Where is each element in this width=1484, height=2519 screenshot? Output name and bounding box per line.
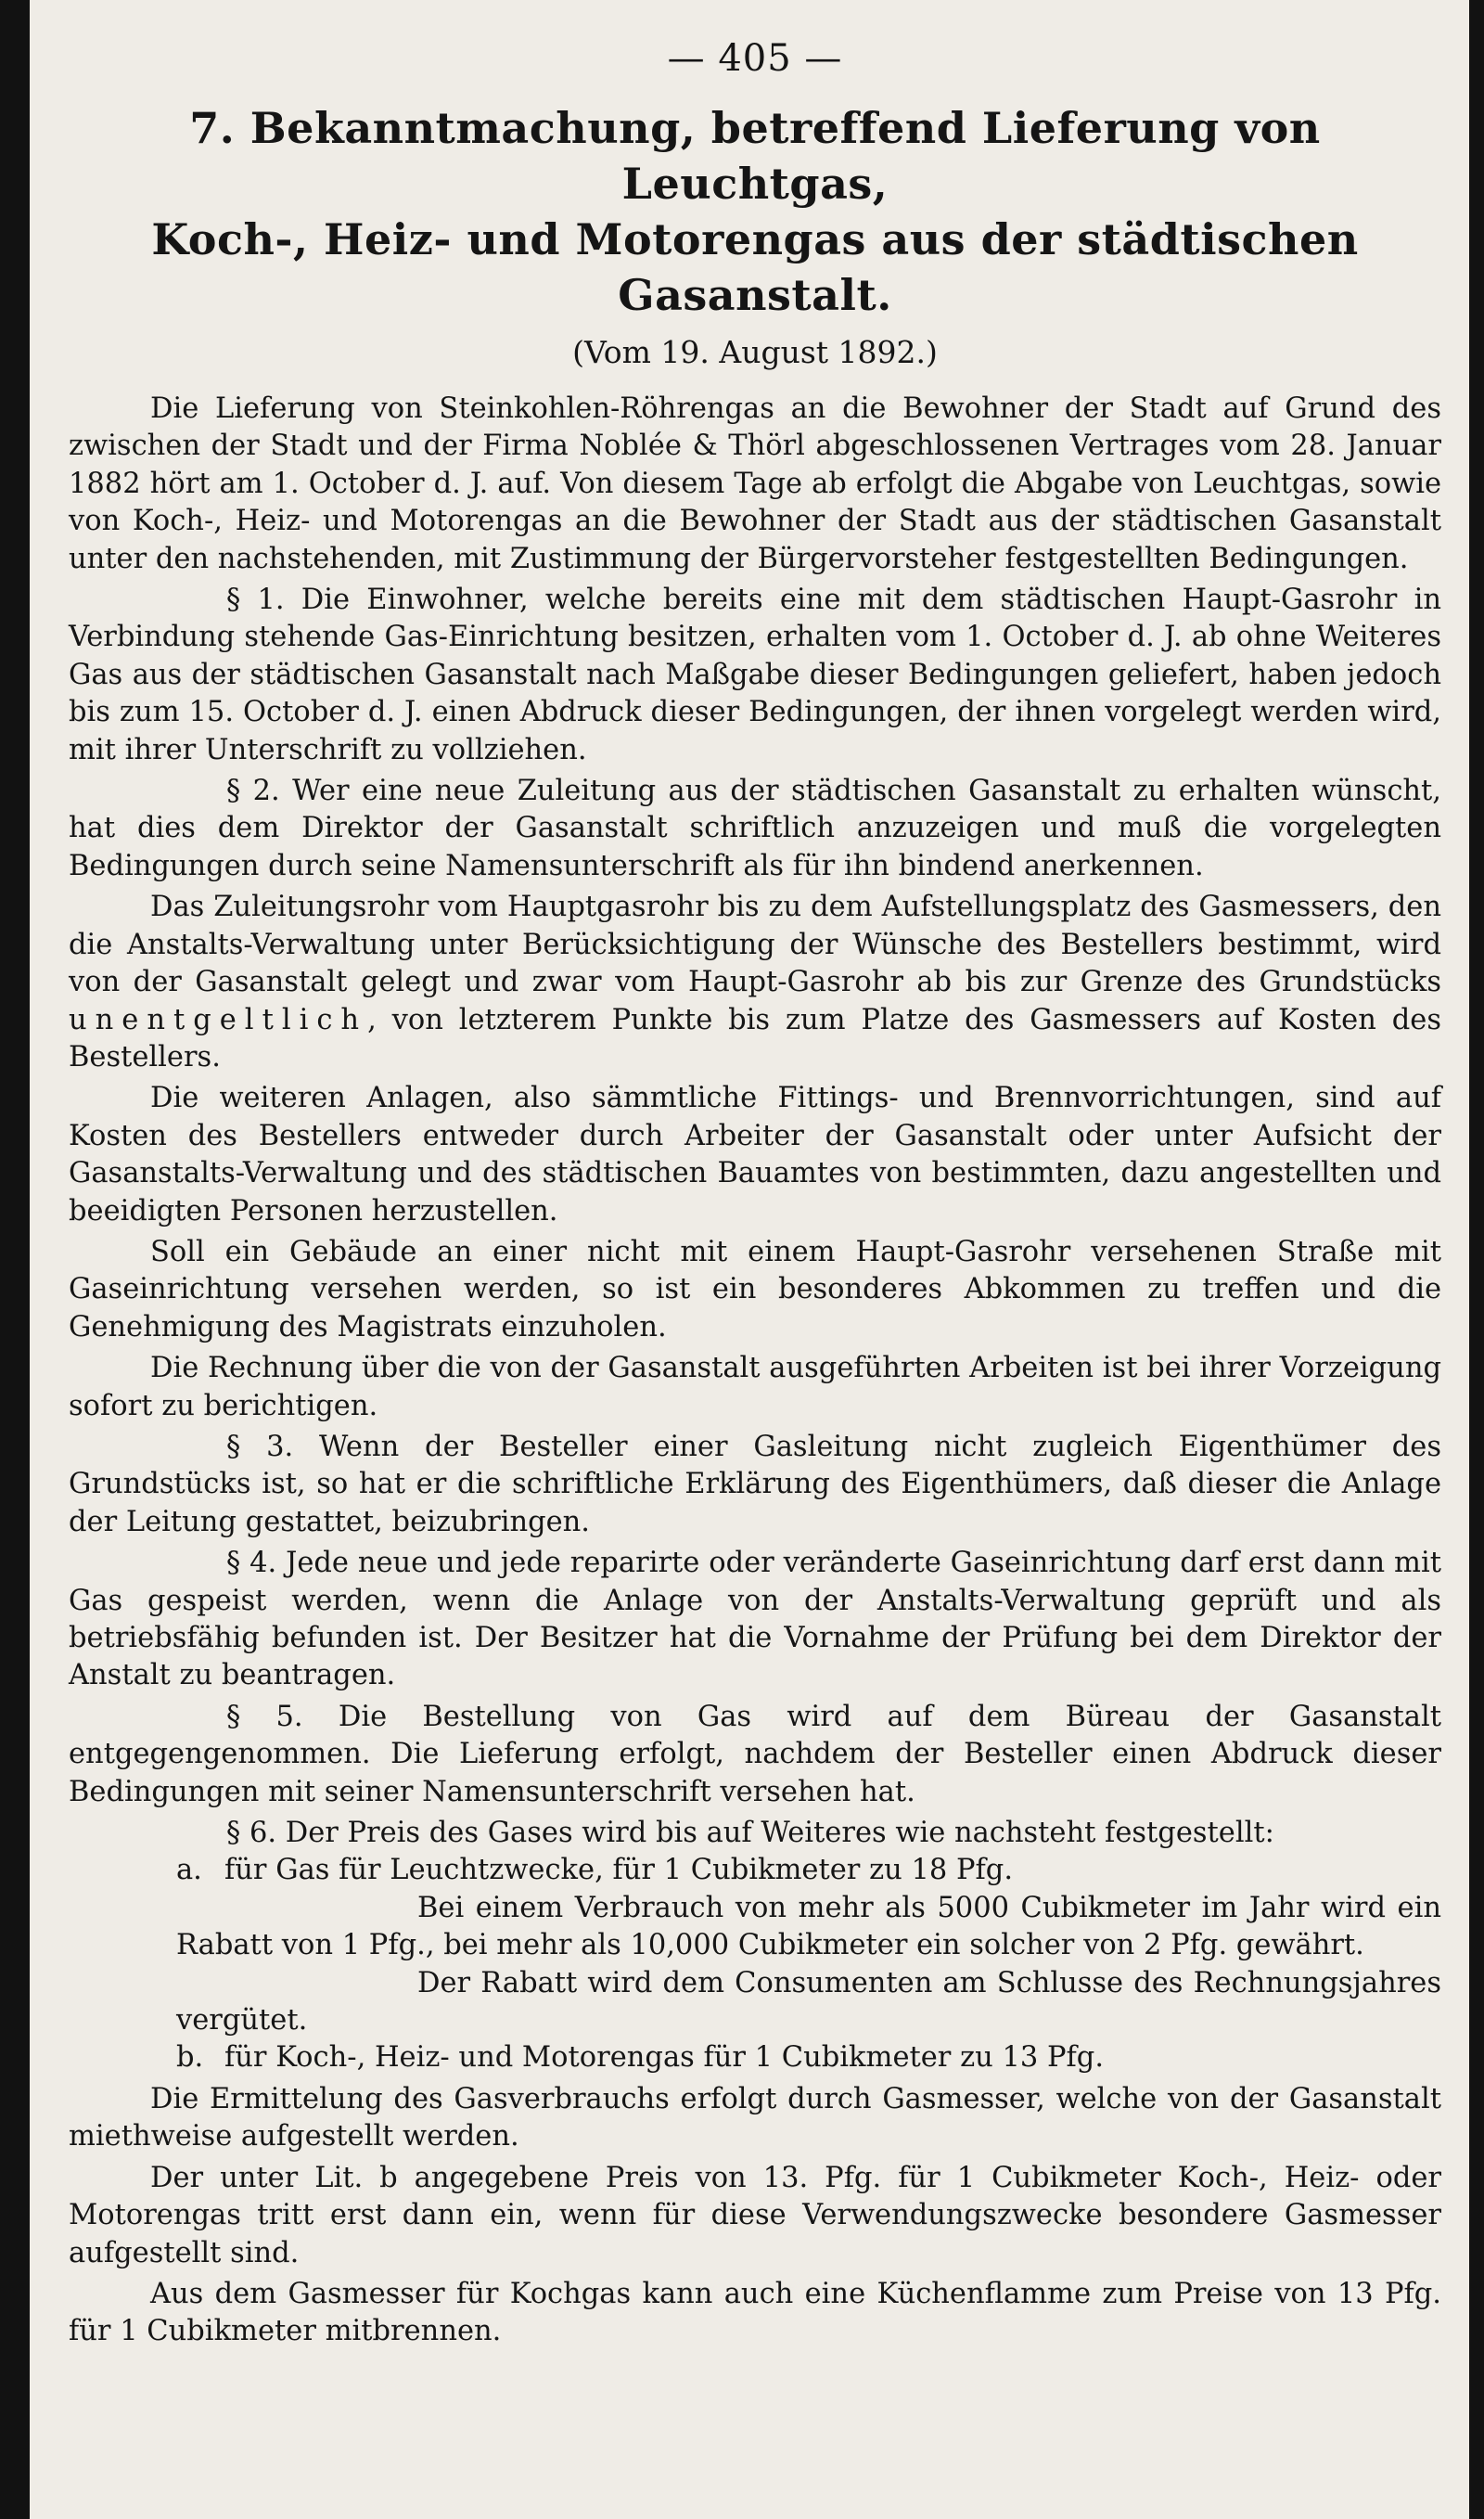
section-6-paragraph-2: Die Ermittelung des Gasverbrauchs erfolgt durch Gasmesser, welche von der Gasanstalt miethweise aufgestellt werden. <box>69 2082 1441 2153</box>
tariff-item-b-text: für Koch-, Heiz- und Motorengas für 1 Cubikmeter zu 13 Pfg. <box>224 2041 1105 2075</box>
tariff-item-a-text: für Gas für Leuchtzwecke, für 1 Cubikmeter zu 18 Pfg. <box>224 1854 1014 1887</box>
tariff-item-a <box>69 1852 1441 1889</box>
tariff-item-b <box>69 2039 1441 2076</box>
section-4: § 4. Jede neue und jede reparirte oder veränderte Gaseinrichtung darf erst dann mit Gas gespeist werden, wenn die Anlage von der Anstalts-Verwaltung geprüft und als betriebsfähig befunden ist. Der Besitzer hat die Vornahme der Prüfung bei dem Direktor der Anstalt zu beantragen. <box>69 1547 1441 1692</box>
section-2-paragraph-2-text-b: , von letzterem Punkte bis zum Platze des Gasmessers auf Kosten des Bestellers. <box>69 1003 1441 1073</box>
announcement-date: (Vom 19. August 1892.) <box>572 334 938 370</box>
section-3: § 3. Wenn der Besteller einer Gasleitung nicht zugleich Eigenthümer des Grundstücks ist, so hat er die schriftliche Erklärung des Eigenthümers, daß dieser die Anlage der Leitung gestattet, beizubringen. <box>69 1430 1441 1538</box>
tariff-item-a-discount-note: Bei einem Verbrauch von mehr als 5000 Cubikmeter im Jahr wird ein Rabatt von 1 Pfg., bei mehr als 10,000 Cubikmeter ein solcher von 2 Pfg. gewährt. <box>176 1891 1441 1962</box>
title-line-2: Koch-, Heiz- und Motorengas aus der städtischen Gasanstalt. <box>151 214 1359 320</box>
section-1: § 1. Die Einwohner, welche bereits eine mit dem städtischen Haupt-Gasrohr in Verbindung stehende Gas-Einrichtung besitzen, erhalten vom 1. October d. J. ab ohne Weiteres Gas aus der städtischen Gasanstalt nach Maßgabe dieser Bedingungen geliefert, haben jedoch bis zum 15. October d. J. einen Abdruck dieser Bedingungen, der ihnen vorgelegt werden wird, mit ihrer Unterschrift zu vollziehen. <box>69 584 1441 766</box>
section-6-heading: § 6. Der Preis des Gases wird bis auf Weiteres wie nachsteht festgestellt: <box>226 1817 1274 1850</box>
intro-paragraph: Die Lieferung von Steinkohlen-Röhrengas an die Bewohner der Stadt auf Grund des zwischen der Stadt und der Firma Noblée & Thörl abgeschlossenen Vertrages vom 28. Januar 1882 hört am 1. October d. J. auf. Von diesem Tage ab erfolgt die Abgabe von Leuchtgas, sowie von Koch-, Heiz- und Motorengas an die Bewohner der Stadt aus der städtischen Gasanstalt unter den nachstehenden, mit Zustimmung der Bürgervorsteher festgestellten Bedingungen. <box>69 392 1441 575</box>
spaced-emphasis: unentgeltlich <box>69 1003 368 1036</box>
section-2-paragraph-3: Die weiteren Anlagen, also sämmtliche Fittings- und Brennvorrichtungen, sind auf Kosten des Bestellers entweder durch Arbeiter der Gasanstalt oder unter Aufsicht der Gasanstalts-Verwaltung und des städtischen Bauamtes von bestimmten, dazu angestellten und beeidigten Personen herzustellen. <box>69 1082 1441 1227</box>
section-2-paragraph-2 <box>69 889 1441 1076</box>
title-line-1: 7. Bekanntmachung, betreffend Lieferung von Leuchtgas, <box>189 103 1321 209</box>
section-2-paragraph-2-text-a: Das Zuleitungsrohr vom Hauptgasrohr bis zu dem Aufstellungsplatz des Gasmessers, den die Anstalts-Verwaltung unter Berücksichtigung der Wünsche des Bestellers bestimmt, wird von der Gasanstalt gelegt und zwar vom Haupt-Gasrohr ab bis zur Grenze des Grundstücks <box>69 891 1441 999</box>
tariff-item-a-rebate-note: Der Rabatt wird dem Consumenten am Schlusse des Rechnungsjahres vergütet. <box>176 1966 1441 2037</box>
section-2-paragraph-4: Soll ein Gebäude an einer nicht mit einem Haupt-Gasrohr versehenen Straße mit Gaseinrichtung versehen werden, so ist ein besonderes Abkommen zu treffen und die Genehmigung des Magistrats einzuholen. <box>69 1235 1441 1343</box>
section-2: § 2. Wer eine neue Zuleitung aus der städtischen Gasanstalt zu erhalten wünscht, hat dies dem Direktor der Gasanstalt schriftlich anzuzeigen und muß die vorgelegten Bedingungen durch seine Namensunterschrift als für ihn bindend anerkennen. <box>69 775 1441 882</box>
section-6-paragraph-3: Der unter Lit. b angegebene Preis von 13. Pfg. für 1 Cubikmeter Koch-, Heiz- oder Motorengas tritt erst dann ein, wenn für diese Verwendungszwecke besondere Gasmesser aufgestellt sind. <box>69 2161 1441 2269</box>
section-6-paragraph-4: Aus dem Gasmesser für Kochgas kann auch eine Küchenflamme zum Preise von 13 Pfg. für 1 Cubikmeter mitbrennen. <box>69 2277 1441 2348</box>
section-6-tariff <box>69 1815 1441 2077</box>
document-page <box>30 0 1469 2519</box>
tariff-item-a-label: a. <box>176 1854 202 1887</box>
page-number: — 405 — <box>667 37 843 80</box>
tariff-item-b-label: b. <box>176 2041 204 2075</box>
announcement-title <box>69 100 1441 323</box>
section-5: § 5. Die Bestellung von Gas wird auf dem Büreau der Gasanstalt entgegengenommen. Die Lieferung erfolgt, nachdem der Besteller einen Abdruck dieser Bedingungen mit seiner Namensunterschrift versehen hat. <box>69 1700 1441 1808</box>
section-2-paragraph-5: Die Rechnung über die von der Gasanstalt ausgeführten Arbeiten ist bei ihrer Vorzeigung sofort zu berichtigen. <box>69 1352 1441 1422</box>
